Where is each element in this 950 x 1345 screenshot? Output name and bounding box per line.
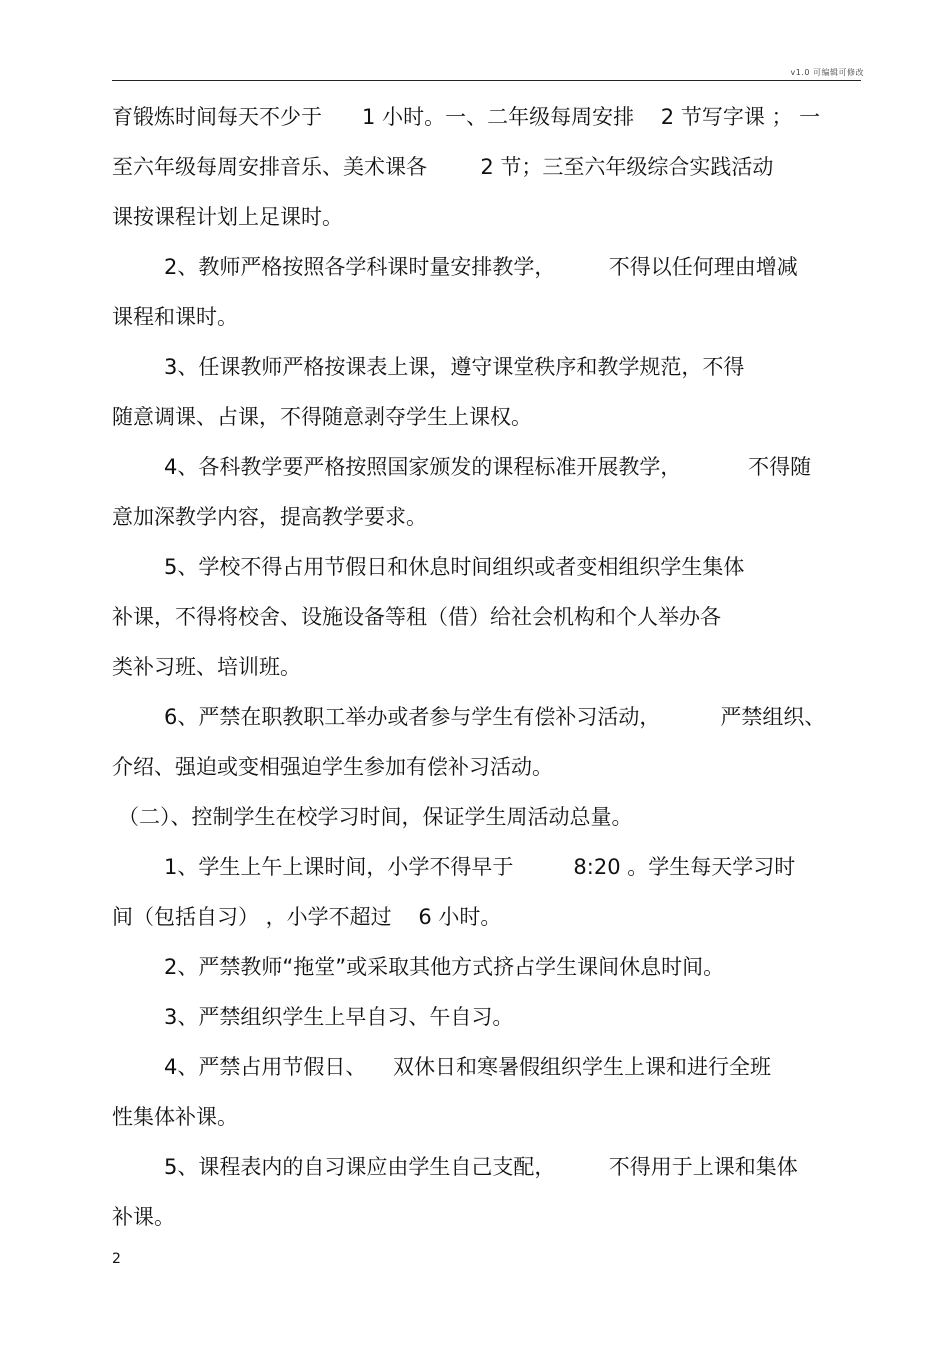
paragraph-start: 3、任课教师严格按课表上课，遵守课堂秩序和教学规范，不得 (164, 355, 745, 379)
text-line: 间（包括自习） ，小学不超过 6 小时。 (112, 905, 502, 929)
section-heading: （二）、控制学生在校学习时间，保证学生周活动总量。 (118, 805, 633, 829)
paragraph-start: 1、学生上午上课时间，小学不得早于 8:20 。学生每天学习时 (164, 855, 796, 879)
paragraph-start: 3、严禁组织学生上早自习、午自习。 (164, 1005, 514, 1029)
text-line: 育锻炼时间每天不少于 1 小时。一、二年级每周安排 2 节写字课 ； 一 (112, 105, 821, 129)
version-note: v1.0 可编辑可修改 (790, 68, 864, 77)
text-line: 至六年级每周安排音乐、美术课各 2 节；三至六年级综合实践活动 (112, 155, 774, 179)
text-line: 补课，不得将校舍、设施设备等租（借）给社会机构和个人举办各 (112, 605, 721, 629)
text-line: 性集体补课。 (112, 1105, 238, 1129)
text-line: 课按课程计划上足课时。 (112, 205, 343, 229)
text-line: 课程和课时。 (112, 305, 238, 329)
text-line: 随意调课、占课，不得随意剥夺学生上课权。 (112, 405, 532, 429)
paragraph-start: 2、教师严格按照各学科课时量安排教学， 不得以任何理由增减 (164, 255, 798, 279)
paragraph-start: 5、课程表内的自习课应由学生自己支配， 不得用于上课和集体 (164, 1155, 798, 1179)
text-line: 补课。 (112, 1205, 175, 1229)
text-line: 介绍、强迫或变相强迫学生参加有偿补习活动。 (112, 755, 553, 779)
text-line: 类补习班、培训班。 (112, 655, 301, 679)
paragraph-start: 4、各科教学要严格按照国家颁发的课程标准开展教学， 不得随 (164, 455, 812, 479)
paragraph-start: 2、严禁教师“拖堂”或采取其他方式挤占学生课间休息时间。 (164, 955, 725, 979)
text-line: 意加深教学内容，提高教学要求。 (112, 505, 427, 529)
paragraph-start: 6、严禁在职教职工举办或者参与学生有偿补习活动， 严禁组织、 (164, 705, 826, 729)
paragraph-start: 5、学校不得占用节假日和休息时间组织或者变相组织学生集体 (164, 555, 745, 579)
page-number: 2 (112, 1251, 121, 1267)
paragraph-start: 4、严禁占用节假日、 双休日和寒暑假组织学生上课和进行全班 (164, 1055, 772, 1079)
document-body (112, 92, 872, 1242)
header-divider (112, 80, 861, 81)
